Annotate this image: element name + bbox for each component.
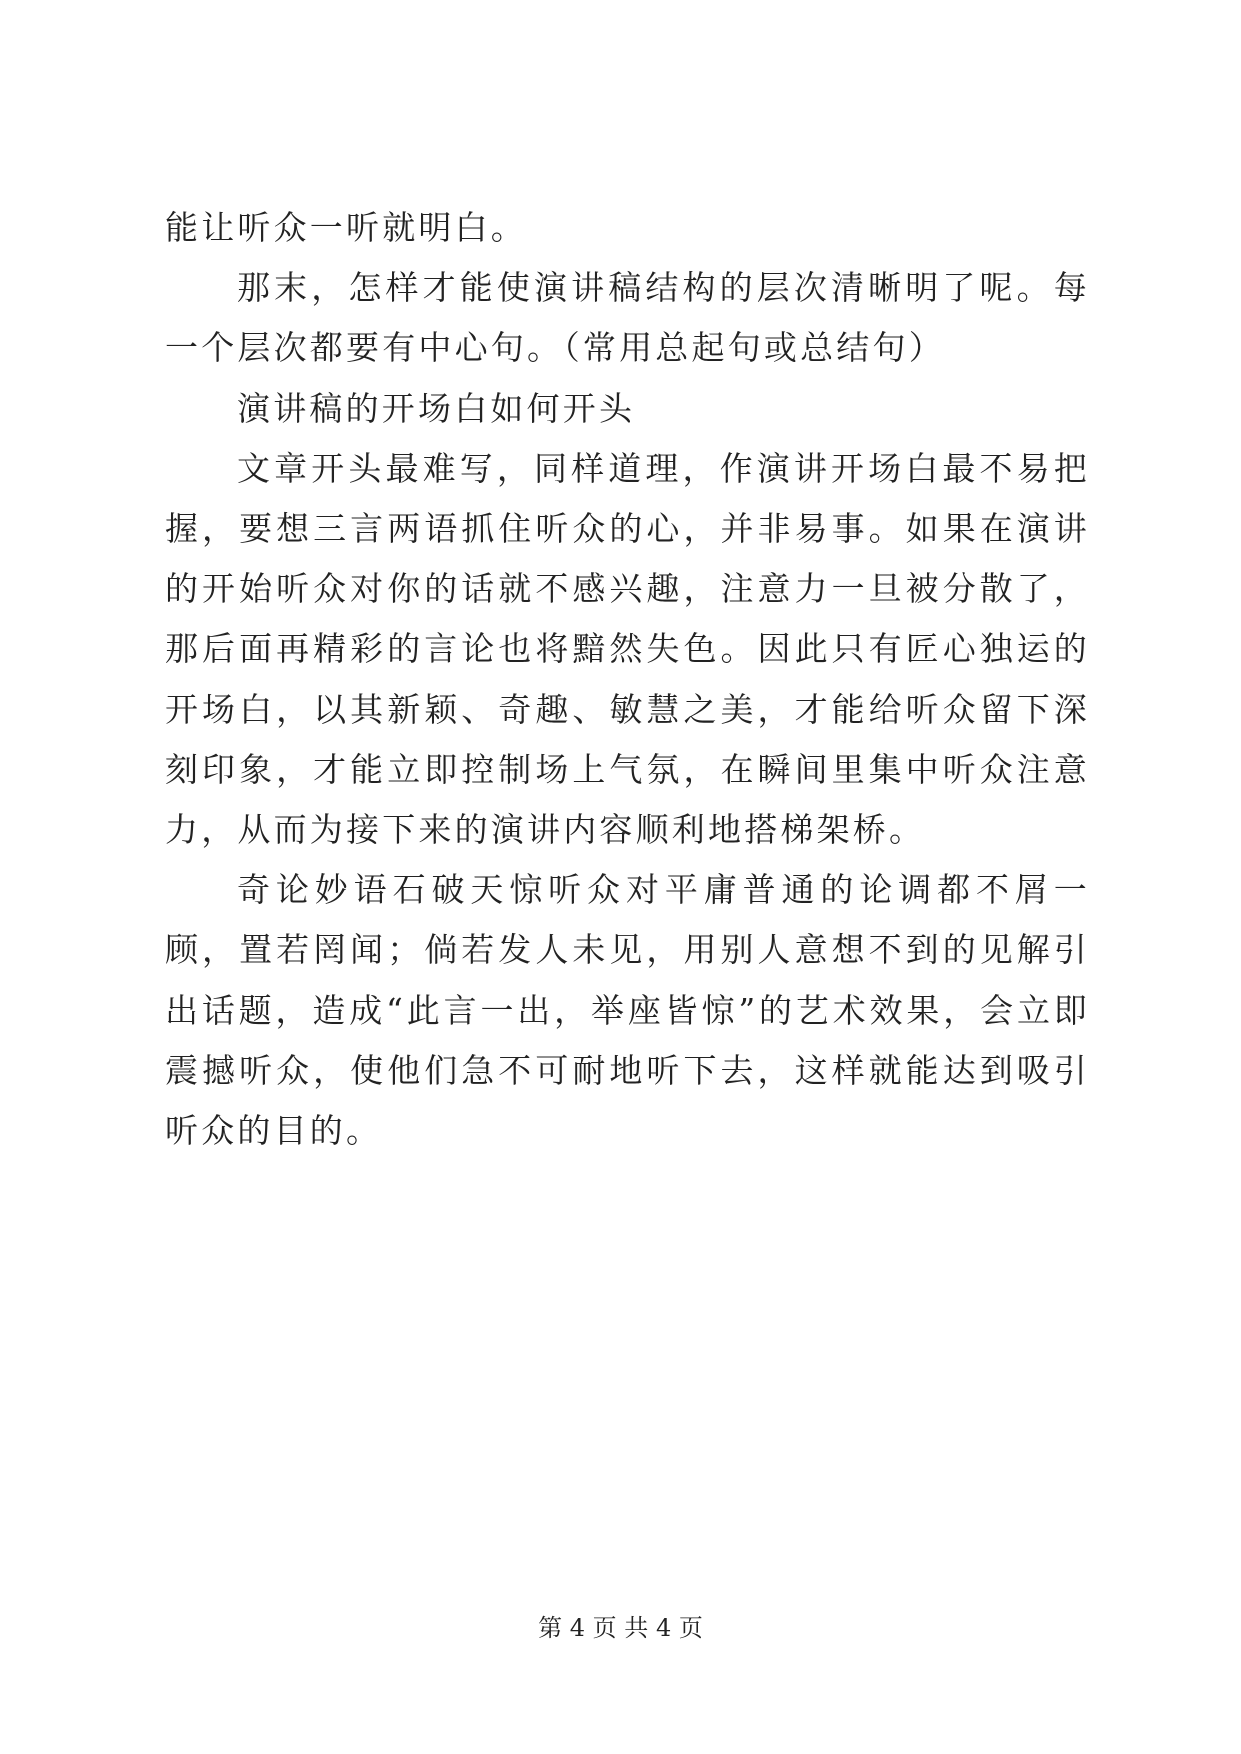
section-heading: 演讲稿的开场白如何开头 <box>237 388 636 428</box>
page-number-footer: 第 4 页 共 4 页 <box>538 1614 703 1642</box>
paragraph-opening: 文章开头最难写，同样道理，作演讲开场白最不易把握，要想三言两语抓住听众的心，并非易事。如果在演讲的开始听众对你的话就不感兴趣，注意力一旦被分散了，那后面再精彩的言论也将黯然失色。因此只有匠心独运的开场白，以其新颖、奇趣、敏慧之美，才能给听众留下深刻印象，才能立即控制场上气氛，在瞬间里集中听众注意力，从而为接下来的演讲内容顺利地搭梯架桥。 <box>165 448 1090 850</box>
paragraph-continuation: 能让听众一听就明白。 <box>165 208 527 247</box>
paragraph-structure: 那末，怎样才能使演讲稿结构的层次清晰明了呢。每一个层次都要有中心句。（常用总起句或总结句） <box>165 268 1090 368</box>
paragraph-surprise: 奇论妙语石破天惊听众对平庸普通的论调都不屑一顾，置若罔闻；倘若发人未见，用别人意想不到的见解引出话题，造成“此言一出，举座皆惊”的艺术效果，会立即震撼听众，使他们急不可耐地听下去，这样就能达到吸引听众的目的。 <box>165 870 1090 1151</box>
document-body <box>165 198 1090 1161</box>
